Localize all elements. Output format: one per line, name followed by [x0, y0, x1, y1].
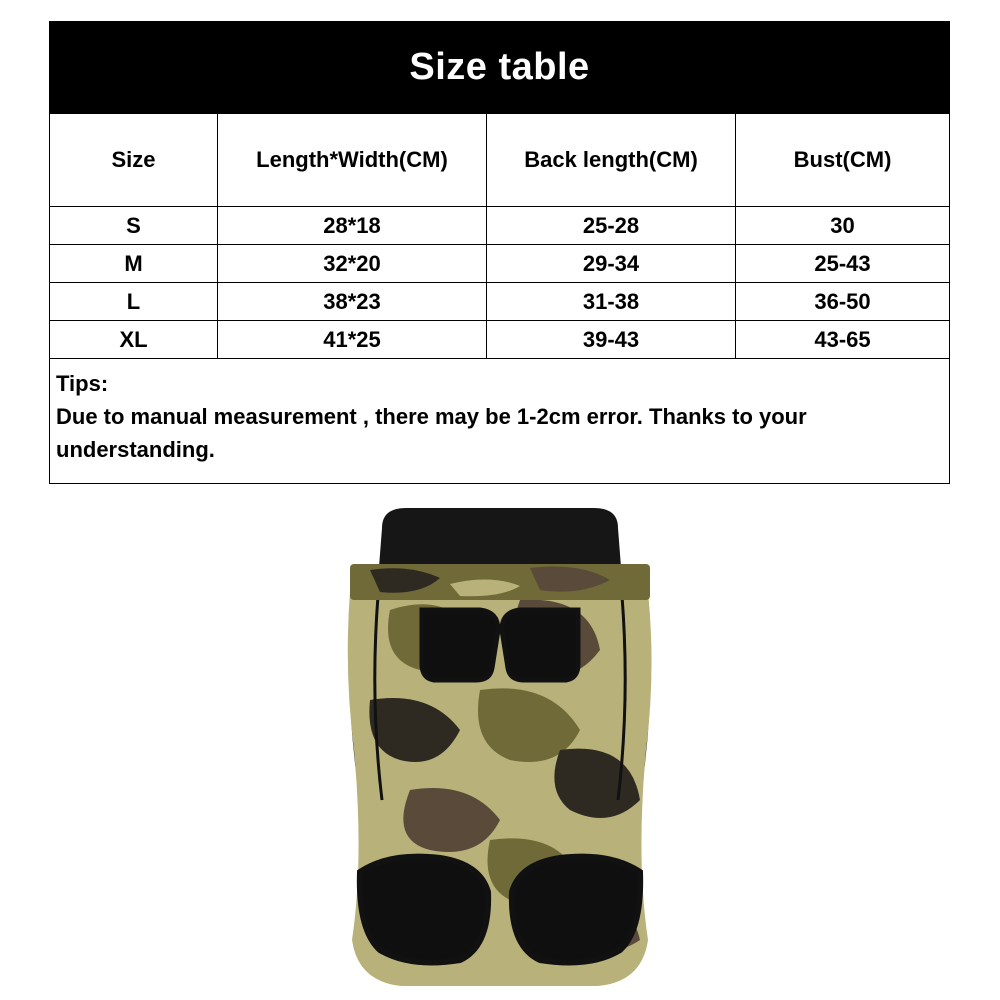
- table-row: [50, 207, 950, 245]
- back-length-cell: 39-43: [487, 321, 736, 359]
- camo-pet-carrier-illustration: [330, 500, 670, 990]
- product-image: [330, 500, 670, 990]
- size-table: [49, 21, 950, 484]
- length-width-cell: 28*18: [218, 207, 487, 245]
- header-length-width: Length*Width(CM): [218, 114, 487, 207]
- size-cell: L: [50, 283, 218, 321]
- back-leg-hole-left: [360, 857, 488, 963]
- size-table-title: Size table: [50, 22, 950, 114]
- bust-cell: 36-50: [736, 283, 950, 321]
- length-width-cell: 38*23: [218, 283, 487, 321]
- length-width-cell: 41*25: [218, 321, 487, 359]
- front-leg-hole-left: [422, 610, 498, 680]
- size-cell: XL: [50, 321, 218, 359]
- table-header-row: [50, 114, 950, 207]
- table-row: [50, 283, 950, 321]
- tips-heading: Tips:: [56, 371, 109, 396]
- back-leg-hole-right: [512, 857, 640, 963]
- bust-cell: 43-65: [736, 321, 950, 359]
- bust-cell: 30: [736, 207, 950, 245]
- length-width-cell: 32*20: [218, 245, 487, 283]
- tips-text: Due to manual measurement , there may be 1-2cm error. Thanks to your understanding.: [56, 404, 807, 462]
- header-bust: Bust(CM): [736, 114, 950, 207]
- front-leg-hole-right: [502, 610, 578, 680]
- header-back-length: Back length(CM): [487, 114, 736, 207]
- tips-box: [50, 359, 950, 484]
- header-size: Size: [50, 114, 218, 207]
- size-cell: M: [50, 245, 218, 283]
- table-row: [50, 245, 950, 283]
- back-length-cell: 31-38: [487, 283, 736, 321]
- size-cell: S: [50, 207, 218, 245]
- bust-cell: 25-43: [736, 245, 950, 283]
- back-length-cell: 29-34: [487, 245, 736, 283]
- table-row: [50, 321, 950, 359]
- back-length-cell: 25-28: [487, 207, 736, 245]
